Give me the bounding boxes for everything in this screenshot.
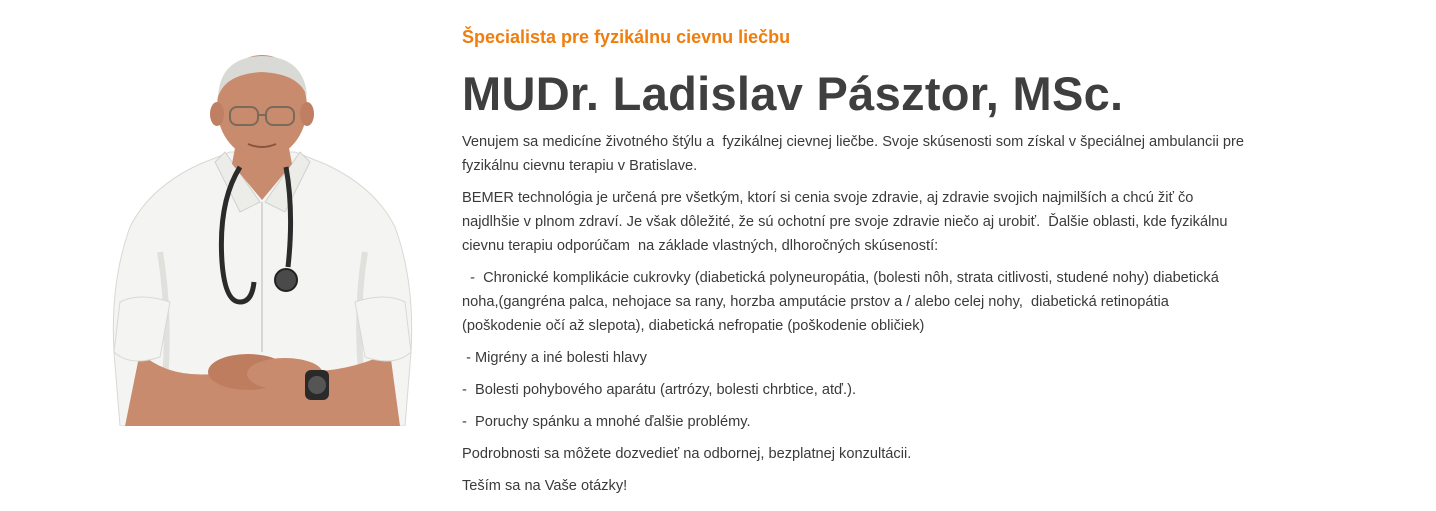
bemer-paragraph: BEMER technológia je určená pre všetkým, ktorí si cenia svoje zdravie, aj zdravie svojich najmilších a chcú žiť čo najdlhšie v plnom zdraví. Je však dôležité, že sú ochotní pre svoje zdravie niečo aj urobiť. Ďalšie oblasti, kde fyzikálnu cievnu terapiu odporúčam na základe vlastných, dlhoročných skúseností: <box>462 190 1232 254</box>
profile-text-column <box>462 24 1252 506</box>
intro-paragraph: Venujem sa medicíne životného štýlu a fyzikálnej cievnej liečbe. Svoje skúsenosti som získal v špeciálnej ambulancii pre fyzikálnu cievnu terapiu v Bratislave. <box>462 134 1249 174</box>
diabetes-item: - Chronické komplikácie cukrovky (diabetická polyneuropátia, (bolesti nôh, strata citlivosti, studené nohy) diabetická noha,(gangréna palca, nehojace sa rany, horzba amputácie prstov a / alebo celej nohy, diabetická retinopátia (poškodenie očí až slepota), diabetická nefropatie (poškodenie obličiek) <box>462 270 1223 334</box>
doctor-portrait-image <box>100 52 425 426</box>
specialist-subtitle: Špecialista pre fyzikálnu cievnu liečbu <box>462 27 791 47</box>
migraine-item: - Migrény a iné bolesti hlavy <box>462 350 647 366</box>
closing-paragraph: Teším sa na Vaše otázky! <box>462 478 628 494</box>
sleep-item: - Poruchy spánku a mnohé ďalšie problémy. <box>462 414 751 430</box>
musculoskeletal-item: - Bolesti pohybového aparátu (artrózy, bolesti chrbtice, atď.). <box>462 382 857 398</box>
doctor-name-title: MUDr. Ladislav Pásztor, MSc. <box>462 67 1124 120</box>
consultation-paragraph: Podrobnosti sa môžete dozvedieť na odbornej, bezplatnej konzultácii. <box>462 446 912 462</box>
